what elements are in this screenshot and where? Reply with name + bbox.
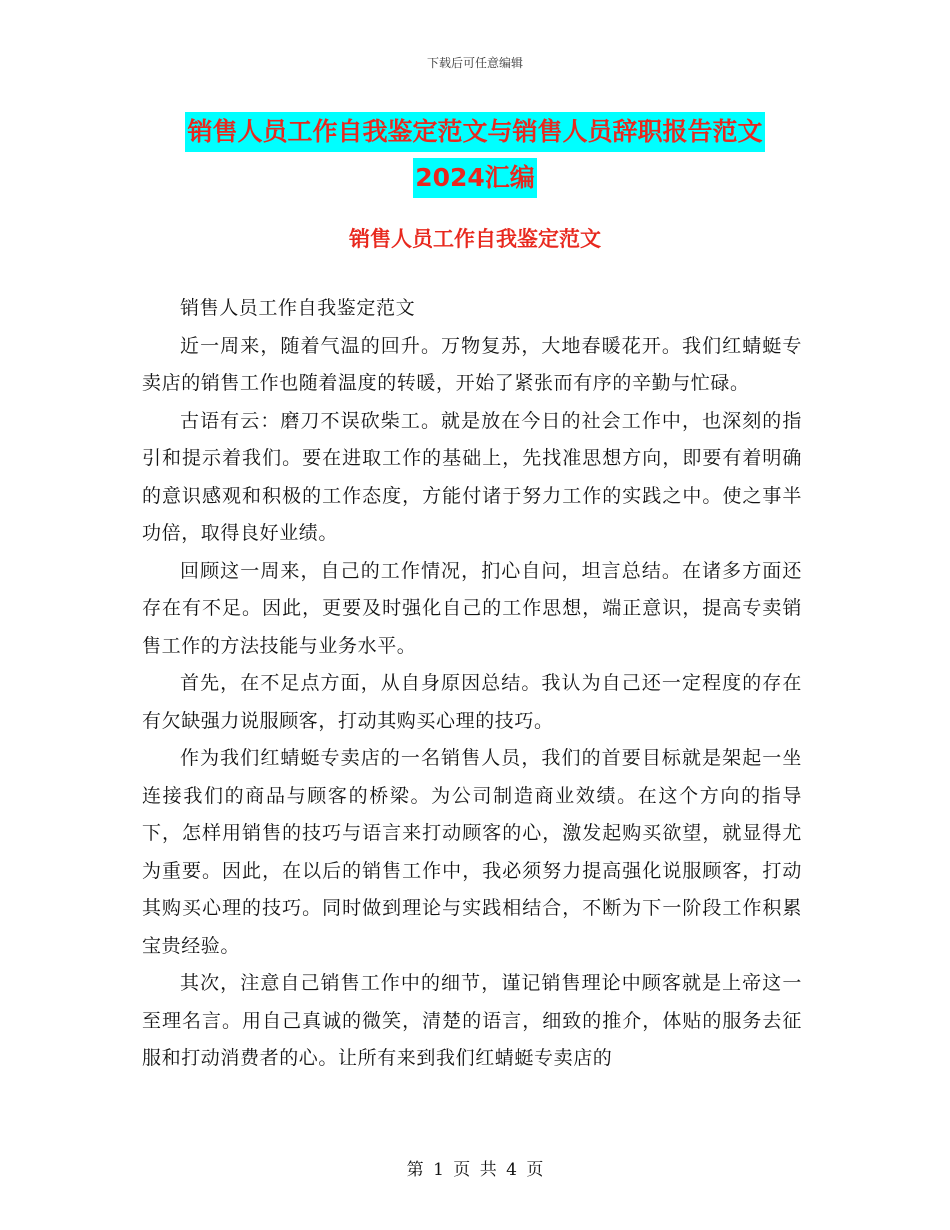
paragraph: 销售人员工作自我鉴定范文 bbox=[180, 297, 416, 319]
page-header-note: 下载后可任意编辑 bbox=[426, 56, 523, 70]
body-text bbox=[142, 290, 802, 1078]
document-title bbox=[142, 112, 808, 204]
paragraph: 回顾这一周来，自己的工作情况，扪心自问，坦言总结。在诸多方面还存在有不足。因此，更要及时强化自己的工作思想，端正意识，提高专卖销售工作的方法技能与业务水平。 bbox=[142, 559, 802, 657]
document-title-line-2: 2024汇编 bbox=[413, 158, 537, 198]
paragraph: 作为我们红蜻蜓专卖店的一名销售人员，我们的首要目标就是架起一坐连接我们的商品与顾客的桥梁。为公司制造商业效绩。在这个方向的指导下，怎样用销售的技巧与语言来打动顾客的心，激发起购买欲望，就显得尤为重要。因此，在以后的销售工作中，我必须努力提高强化说服顾客，打动其购买心理的技巧。同时做到理论与实践相结合，不断为下一阶段工作积累宝贵经验。 bbox=[142, 747, 802, 957]
document-title-line-1: 销售人员工作自我鉴定范文与销售人员辞职报告范文 bbox=[185, 112, 764, 152]
page-number-footer: 第 1 页 共 4 页 bbox=[406, 1160, 544, 1180]
paragraph: 其次，注意自己销售工作中的细节，谨记销售理论中顾客就是上帝这一至理名言。用自己真诚的微笑，清楚的语言，细致的推介，体贴的服务去征服和打动消费者的心。让所有来到我们红蜻蜓专卖店的 bbox=[142, 972, 802, 1069]
paragraph: 古语有云：磨刀不误砍柴工。就是放在今日的社会工作中，也深刻的指引和提示着我们。要在进取工作的基础上，先找准思想方向，即要有着明确的意识感观和积极的工作态度，方能付诸于努力工作的实践之中。使之事半功倍，取得良好业绩。 bbox=[142, 409, 802, 544]
paragraph: 近一周来，随着气温的回升。万物复苏，大地春暖花开。我们红蜻蜓专卖店的销售工作也随着温度的转暖，开始了紧张而有序的辛勤与忙碌。 bbox=[142, 334, 802, 394]
paragraph: 首先，在不足点方面，从自身原因总结。我认为自己还一定程度的存在有欠缺强力说服顾客，打动其购买心理的技巧。 bbox=[142, 672, 802, 732]
section-title: 销售人员工作自我鉴定范文 bbox=[349, 227, 601, 251]
